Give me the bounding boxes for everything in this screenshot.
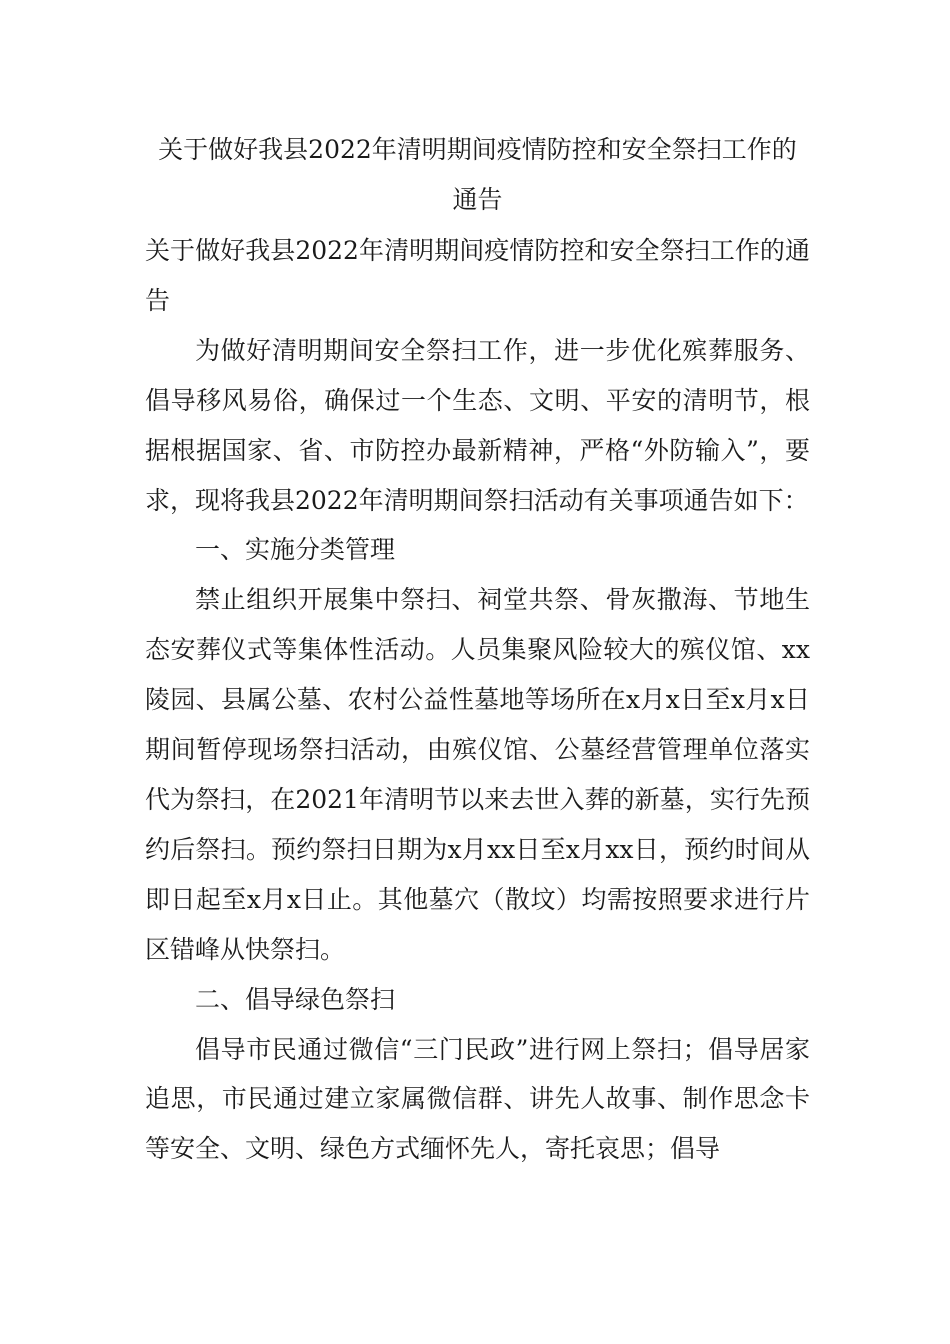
intro-paragraph: 为做好清明期间安全祭扫工作，进一步优化殡葬服务、倡导移风易俗，确保过一个生态、文明、平安的清明节，根据根据国家、省、市防控办最新精神，严格“外防输入”，要求，现将我县2022年清明期间祭扫活动有关事项通告如下： xyxy=(145,335,810,515)
document-title-line-2: 通告 xyxy=(452,185,503,214)
section-2-paragraph: 倡导市民通过微信“三门民政”进行网上祭扫；倡导居家追思，市民通过建立家属微信群、讲先人故事、制作思念卡等安全、文明、绿色方式缅怀先人，寄托哀思；倡导 xyxy=(145,1034,810,1164)
document-body xyxy=(145,226,810,1174)
document-title-line-1: 关于做好我县2022年清明期间疫情防控和安全祭扫工作的 xyxy=(158,135,797,164)
document-subtitle: 关于做好我县2022年清明期间疫情防控和安全祭扫工作的通告 xyxy=(145,236,810,315)
section-1-heading: 一、实施分类管理 xyxy=(195,535,396,565)
section-1-paragraph: 禁止组织开展集中祭扫、祠堂共祭、骨灰撒海、节地生态安葬仪式等集体性活动。人员集聚风险较大的殡仪馆、xx陵园、县属公墓、农村公益性墓地等场所在x月x日至x月x日期间暂停现场祭扫活动，由殡仪馆、公墓经营管理单位落实代为祭扫，在2021年清明节以来去世入葬的新墓，实行先预约后祭扫。预约祭扫日期为x月xx日至x月xx日，预约时间从即日起至x月x日止。其他墓穴（散坟）均需按照要求进行片区错峰从快祭扫。 xyxy=(145,585,810,964)
section-2-heading: 二、倡导绿色祭扫 xyxy=(195,984,396,1014)
